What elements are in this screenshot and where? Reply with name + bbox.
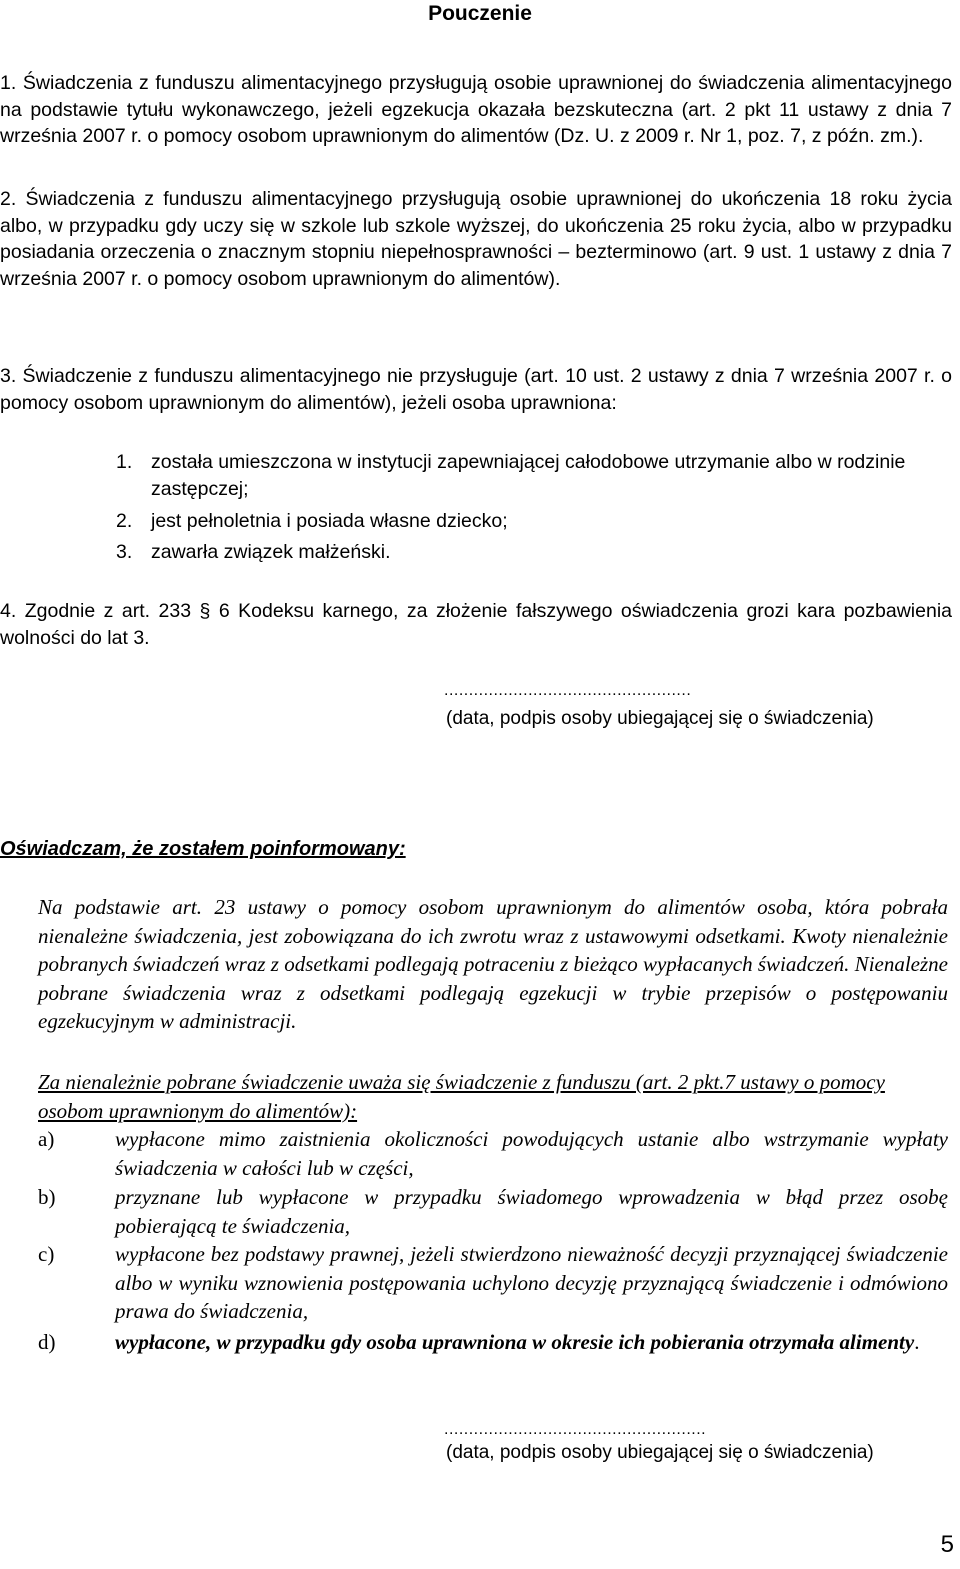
signature-dots: .................................................. <box>444 682 692 699</box>
list-item-text: przyznane lub wypłacone w przypadku świadomego wprowadzenia w błąd przez osobę pobierającą te świadczenia, <box>115 1185 948 1238</box>
list-item-text: jest pełnoletnia i posiada własne dziecko; <box>151 510 508 532</box>
list-item-number: 3. <box>116 541 133 563</box>
list-item-text: zawarła związek małżeński. <box>151 541 391 563</box>
list-letter: c) <box>38 1242 55 1266</box>
list-letter: a) <box>38 1127 55 1151</box>
list-item-text: wypłacone bez podstawy prawnej, jeżeli stwierdzono nieważność decyzji przyznającej świadczenie albo w wyniku wznowienia postępowania uchylono decyzję przyznającą świadczenie i odmówiono prawa do świadczenia, <box>115 1242 948 1323</box>
list-item-b <box>38 1183 948 1241</box>
list-item <box>116 508 952 538</box>
page-number: 5 <box>940 1531 954 1558</box>
list-item <box>116 449 952 509</box>
list-item-tail: . <box>914 1330 920 1354</box>
signature-caption: (data, podpis osoby ubiegającej się o świadczenia) <box>446 708 874 729</box>
list-item-text: została umieszczona w instytucji zapewniającej całodobowe utrzymanie albo w rodzinie zastępczej; <box>151 451 906 500</box>
underlined-intro: Za nienależnie pobrane świadczenie uważa się świadczenie z funduszu (art. 2 pkt.7 ustawy o pomocy osobom uprawnionym do alimentów): <box>38 1070 885 1123</box>
list-letter: d) <box>38 1330 56 1354</box>
paragraph-1: 1. Świadczenia z funduszu alimentacyjnego przysługują osobie uprawnionej do świadczenia alimentacyjnego na podstawie tytułu wykonawczego, jeżeli egzekucja okazała bezskuteczna (art. 2 pkt 11 ustawy z dnia 7 września 2007 r. o pomocy osobom uprawnionym do alimentów (Dz. U. z 2009 r. Nr 1, poz. 7, z późn. zm.). <box>0 72 952 147</box>
signature-dots: ..................................................... <box>444 1421 707 1438</box>
list-item-a <box>38 1125 948 1183</box>
declaration-heading: Oświadczam, że zostałem poinformowany: <box>0 838 406 860</box>
list-item-text: wypłacone mimo zaistnienia okoliczności powodujących ustanie albo wstrzymanie wypłaty świadczenia w całości lub w części, <box>115 1127 948 1180</box>
list-item-number: 1. <box>116 451 133 473</box>
list-item-d <box>38 1328 948 1386</box>
list-item-number: 2. <box>116 510 133 532</box>
list-item-c <box>38 1240 948 1328</box>
list-letter: b) <box>38 1185 56 1209</box>
paragraph-3: 3. Świadczenie z funduszu alimentacyjnego nie przysługuje (art. 10 ust. 2 ustawy z dnia 7 września 2007 r. o pomocy osobom uprawnionym do alimentów), jeżeli osoba uprawniona: <box>0 365 952 414</box>
list-item-text-wrapper <box>115 1328 948 1357</box>
signature-caption: (data, podpis osoby ubiegającej się o świadczenia) <box>446 1442 874 1463</box>
paragraph-2: 2. Świadczenia z funduszu alimentacyjnego przysługują osobie uprawnionej do ukończenia 18 roku życia albo, w przypadku gdy uczy się w szkole lub szkole wyższej, do ukończenia 25 roku życia, albo w przypadku posiadania orzeczenia o znacznym stopniu niepełnosprawności – bezterminowo (art. 9 ust. 1 ustawy z dnia 7 września 2007 r. o pomocy osobom uprawnionym do alimentów). <box>0 188 952 290</box>
page-title: Pouczenie <box>428 2 532 25</box>
list-item-text: wypłacone, w przypadku gdy osoba uprawniona w okresie ich pobierania otrzymała alimenty <box>115 1330 915 1354</box>
info-paragraph: Na podstawie art. 23 ustawy o pomocy osobom uprawnionym do alimentów osoba, która pobrała nienależne świadczenia, jest zobowiązana do ich zwrotu wraz z ustawowymi odsetkami. Kwoty nienależnie pobranych świadczeń wraz z odsetkami podlegają potraceniu z bieżąco wypłacanych świadczeń. Nienależne pobrane świadczenia wraz z odsetkami podlegają egzekucji w trybie przepisów o postępowaniu egzekucyjnym w administracji. <box>38 895 948 1033</box>
paragraph-4: 4. Zgodnie z art. 233 § 6 Kodeksu karnego, za złożenie fałszywego oświadczenia grozi kara pozbawienia wolności do lat 3. <box>0 600 952 649</box>
list-item <box>116 539 952 569</box>
